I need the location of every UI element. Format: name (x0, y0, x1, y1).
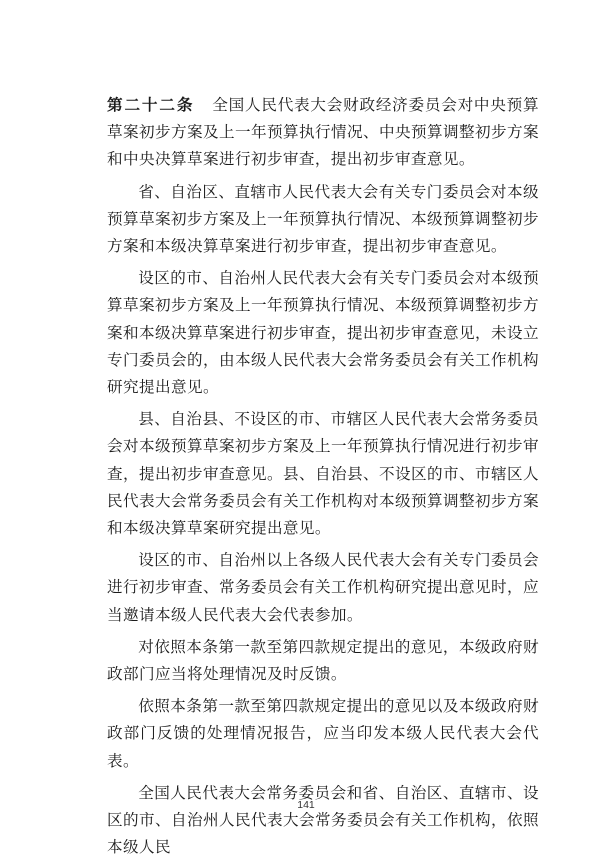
paragraph-standing-committee: 全国人民代表大会常务委员会和省、自治区、直辖市、设区的市、自治州人民代表大会常务委员会有关工作机构，依照本级人民 (107, 783, 539, 857)
article-title: 第二十二条 (107, 96, 195, 114)
paragraph-provincial: 省、自治区、直辖市人民代表大会有关专门委员会对本级预算草案初步方案及上一年预算执行情况、本级预算调整初步方案和本级决算草案进行初步审查，提出初步审查意见。 (107, 182, 539, 256)
paragraph-municipal: 设区的市、自治州人民代表大会有关专门委员会对本级预算草案初步方案及上一年预算执行情况、本级预算调整初步方案和本级决算草案进行初步审查，提出初步审查意见，未设立专门委员会的，由本级人民代表大会常务委员会有关工作机构研究提出意见。 (107, 269, 539, 397)
article-first-paragraph (107, 92, 539, 174)
article-first-paragraph-text: 全国人民代表大会财政经济委员会对中央预算草案初步方案及上一年预算执行情况、中央预算调整初步方案和中央决算草案进行初步审查，提出初步审查意见。 (107, 96, 539, 169)
paragraph-feedback: 对依照本条第一款至第四款规定提出的意见，本级政府财政部门应当将处理情况及时反馈。 (107, 637, 539, 684)
paragraph-distribution: 依照本条第一款至第四款规定提出的意见以及本级政府财政部门反馈的处理情况报告，应当印发本级人民代表大会代表。 (107, 697, 539, 770)
article-body (107, 92, 539, 866)
paragraph-county: 县、自治县、不设区的市、市辖区人民代表大会常务委员会对本级预算草案初步方案及上一年预算执行情况进行初步审查，提出初步审查意见。县、自治县、不设区的市、市辖区人民代表大会常务委员会有关工作机构对本级预算调整初步方案和本级决算草案研究提出意见。 (107, 410, 539, 538)
page-number: 141 (297, 799, 315, 811)
paragraph-deputies-participation: 设区的市、自治州以上各级人民代表大会有关专门委员会进行初步审查、常务委员会有关工作机构研究提出意见时，应当邀请本级人民代表大会代表参加。 (107, 551, 539, 624)
